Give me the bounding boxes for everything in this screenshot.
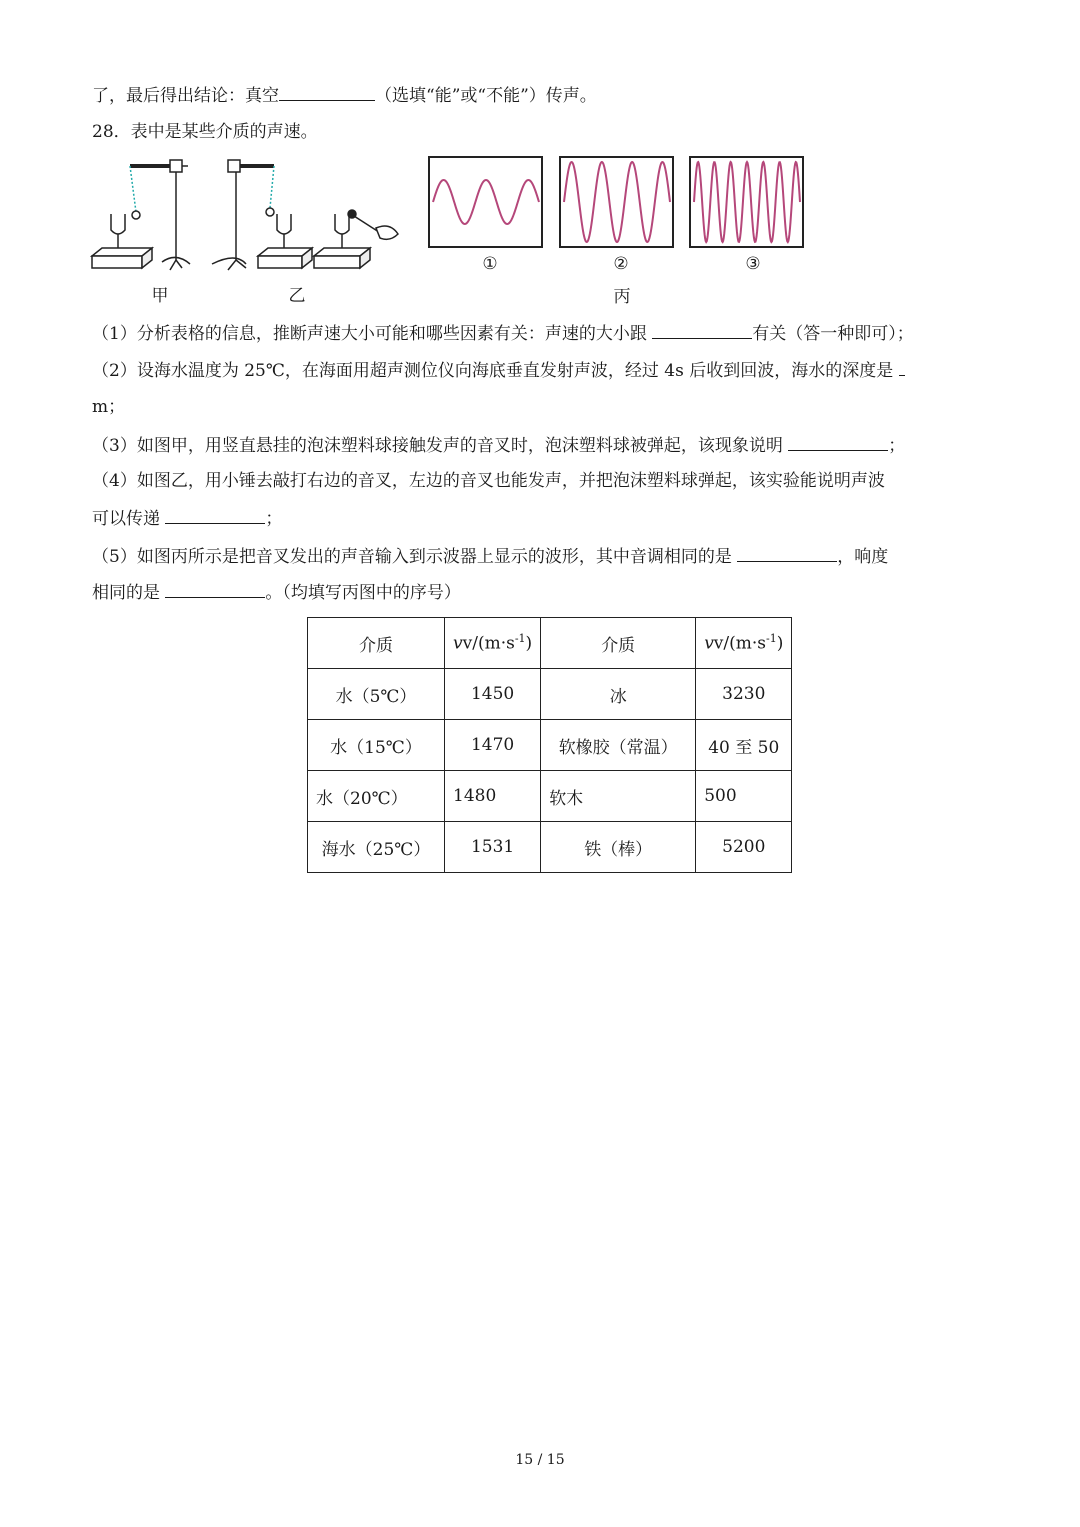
figure-label-jia: 甲 xyxy=(151,286,169,306)
scope-2 xyxy=(560,157,673,247)
answer-blank-vacuum[interactable] xyxy=(279,84,375,101)
answer-blank-5b[interactable] xyxy=(165,581,265,598)
subquestion-1: （1）分析表格的信息，推断声速大小可能和哪些因素有关：声速的大小跟 有关（答一种即可）； xyxy=(92,324,914,344)
question-28-title: 28．表中是某些介质的声速。 xyxy=(92,122,318,142)
tuning-fork-apparatus-figure xyxy=(90,152,410,277)
subquestion-2: （2）设海水温度为 25℃，在海面用超声测位仪向海底垂直发射声波，经过 4s 后收到回波，海水的深度是 xyxy=(92,359,905,382)
header-medium-1: 介质 xyxy=(308,618,445,669)
answer-blank-4[interactable] xyxy=(165,507,265,524)
table-row: 水（15℃） 1470 软橡胶（常温） 40 至 50 xyxy=(308,720,792,771)
subquestion-5: （5）如图丙所示是把音叉发出的声音输入到示波器上显示的波形，其中音调相同的是 ，响度 xyxy=(92,547,889,567)
line-conclusion: 了，最后得出结论：真空 （选填“能”或“不能”）传声。 xyxy=(92,86,597,106)
header-medium-2: 介质 xyxy=(541,618,696,669)
table-row: 水（20℃） 1480 软木 500 xyxy=(308,771,792,822)
answer-blank-2[interactable] xyxy=(899,359,905,376)
header-speed-1: $vv/(m\cdot s^{-1})$ xyxy=(445,618,541,669)
header-speed-2: $vv/(m\cdot s^{-1})$ xyxy=(696,618,792,669)
sound-speed-table xyxy=(307,617,792,873)
answer-blank-3[interactable] xyxy=(788,434,888,451)
answer-blank-5a[interactable] xyxy=(737,545,837,562)
scope-number-3: ③ xyxy=(745,254,761,274)
page-number: 15 / 15 xyxy=(515,1452,565,1468)
subquestion-2-cont: m； xyxy=(92,397,126,417)
subquestion-4-cont: 可以传递 ； xyxy=(92,509,283,529)
table-header-row xyxy=(308,618,792,669)
table-row: 海水（25℃） 1531 铁（棒） 5200 xyxy=(308,822,792,873)
subquestion-3: （3）如图甲，用竖直悬挂的泡沫塑料球接触发声的音叉时，泡沫塑料球被弹起，该现象说明 ； xyxy=(92,436,906,456)
subquestion-4: （4）如图乙，用小锤去敲打右边的音叉，左边的音叉也能发声，并把泡沫塑料球弹起，该实验能说明声波 xyxy=(92,471,885,491)
answer-blank-1[interactable] xyxy=(652,322,752,339)
scope-1 xyxy=(429,157,542,247)
scope-number-2: ② xyxy=(613,254,629,274)
figure-label-bing: 丙 xyxy=(613,287,631,307)
subquestion-5-cont: 相同的是 。（均填写丙图中的序号） xyxy=(92,583,461,603)
scope-number-1: ① xyxy=(482,254,498,274)
figure-label-yi: 乙 xyxy=(288,286,306,306)
oscilloscope-waveforms-figure xyxy=(425,152,810,252)
table-row: 水（5℃） 1450 冰 3230 xyxy=(308,669,792,720)
